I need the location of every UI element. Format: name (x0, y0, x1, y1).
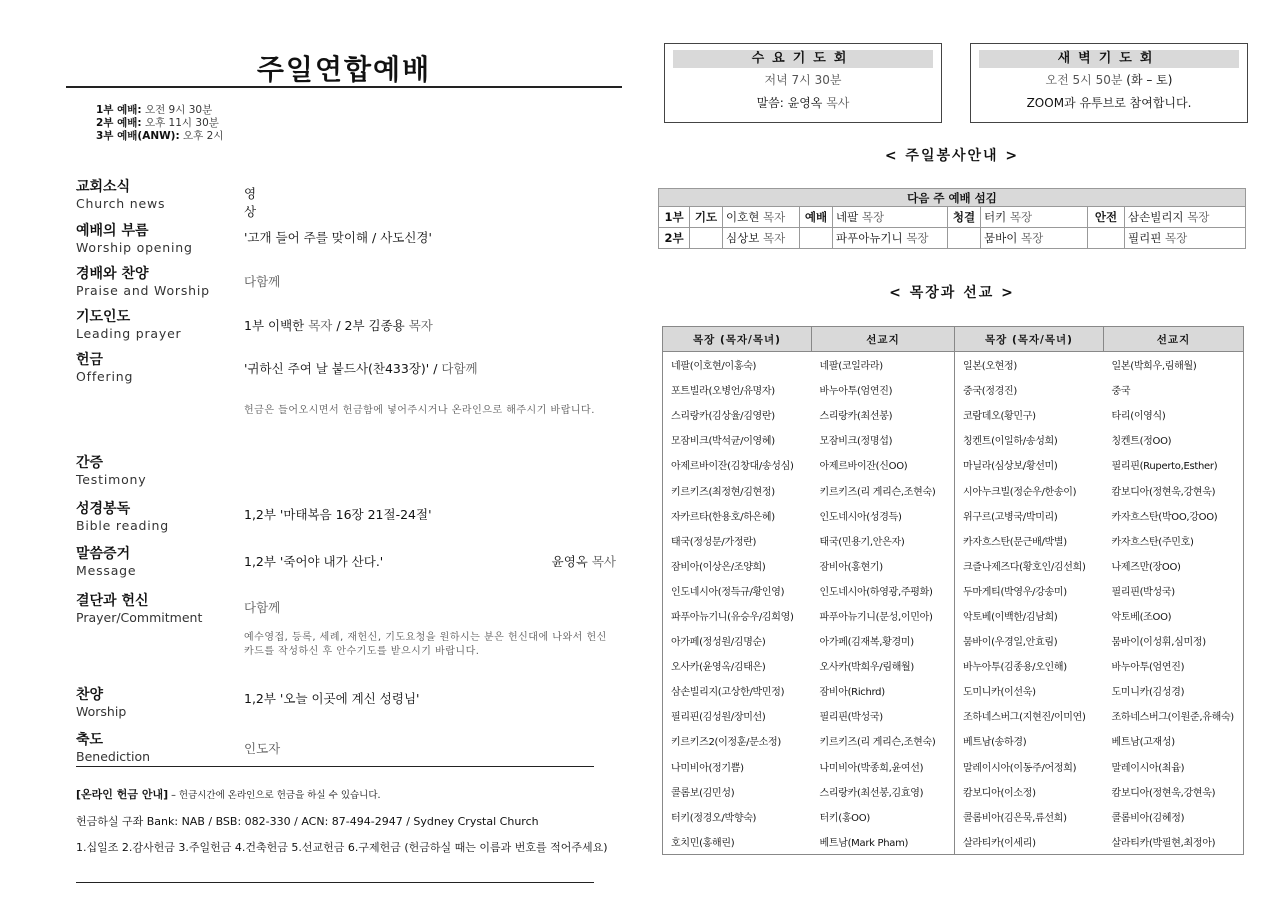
mission-field-cell: 바누아투(엄연진) (812, 377, 955, 402)
online-divider (76, 766, 594, 767)
fellowship-cell: 캄보디아(이소정) (963, 787, 1036, 799)
online-offering-account: 헌금하실 구좌 Bank: NAB / BSB: 082-330 / ACN: 87-494-2947 / Sydney Crystal Church (76, 815, 539, 828)
table-row (663, 402, 1244, 427)
fellowship-cell: 나미비아(정기쁨) (671, 762, 744, 774)
mission-field-cell: 필리핀(박성국) (812, 703, 955, 728)
dawn-prayer-note: ZOOM과 유투브로 참여합니다. (1026, 96, 1192, 110)
order-item-commitment: 결단과 헌신 Prayer/Commitment (76, 593, 203, 625)
fellowship-cell: 카자흐스탄(문근배/박별) (963, 536, 1067, 548)
mission-field-cell: 잠비아(Richrd) (812, 678, 955, 703)
table-row (663, 603, 1244, 628)
fellowship-cell: 코람데오(황민구) (963, 411, 1036, 423)
table-row (663, 829, 1244, 855)
mission-field-cell: 살라티카(박필현,최정아) (1111, 837, 1216, 849)
service-table (658, 188, 1246, 249)
fellowship-cell: 일본(오현정) (963, 361, 1018, 373)
table-row: 1부 기도 이호현 목자 예배 네팔 목장 청결 터키 목장 안전 삼손빌리지 목장 (659, 207, 1246, 228)
fellowship-cell: 스리랑카(김상율/김영란) (671, 411, 775, 423)
preacher-name: 윤영옥 목사 (551, 554, 616, 569)
mission-field-cell: 카자흐스탄(주민호) (1111, 536, 1194, 548)
mission-field-cell: 악토베(조OO) (1111, 611, 1172, 623)
mission-field-cell: 도미니카(김성경) (1111, 687, 1185, 699)
mission-field-cell: 베트남(고재성) (1111, 737, 1175, 749)
table-row (663, 628, 1244, 653)
order-item-message: 말씀증거 Message (76, 546, 137, 578)
mission-field-cell: 태국(민용기,안은자) (812, 528, 955, 553)
mission-field-cell: 터키(홍OO) (812, 804, 955, 829)
order-item-bible-reading: 성경봉독 Bible reading (76, 501, 169, 533)
missions-table-header: 목장 (목자/목녀) 선교지 목장 (목자/목녀) 선교지 (663, 327, 1244, 352)
fellowship-cell: 파푸아뉴기니(유승우/김희영) (671, 611, 794, 623)
fellowship-cell: 뭄바이(우경일,안효림) (963, 637, 1058, 649)
dawn-prayer-box (970, 43, 1248, 123)
mission-field-cell: 잠비아(홍현기) (812, 553, 955, 578)
fellowship-cell: 태국(정성문/가정란) (671, 536, 757, 548)
table-row (663, 553, 1244, 578)
mission-field-cell: 콜롬비아(김혜정) (1111, 812, 1185, 824)
wednesday-prayer-time: 저녁 7시 30분 (764, 73, 842, 87)
bottom-divider (76, 882, 594, 883)
fellowship-cell: 키르키즈2(이정훈/문소정) (671, 737, 781, 749)
order-item-church-news: 교회소식 Church news 영상 (76, 179, 257, 219)
service-times (96, 104, 223, 143)
order-item-leading-prayer: 기도인도 Leading prayer (76, 309, 182, 341)
fellowship-cell: 중국(정경진) (963, 386, 1018, 398)
fellowship-cell: 살라티카(이세리) (963, 837, 1036, 849)
mission-field-cell: 스리랑카(최선봉) (812, 402, 955, 427)
mission-field-cell: 아제르바이잔(신OO) (812, 452, 955, 477)
mission-field-cell: 인도네시아(하영광,주평화) (812, 578, 955, 603)
wednesday-prayer-title: 수요기도회 (673, 50, 933, 68)
table-row (663, 503, 1244, 528)
mission-field-cell: 필리핀(Ruperto,Esther) (1111, 461, 1218, 473)
table-row (663, 427, 1244, 452)
mission-field-cell: 조하네스버그(이원준,유해숙) (1111, 712, 1234, 724)
commitment-note: 예수영접, 등록, 세례, 재헌신, 기도요청을 원하시는 분은 헌신대에 나와서 헌신카드를 작성하신 후 안수기도를 받으시기 바랍니다. (244, 632, 607, 657)
title-divider (66, 86, 622, 88)
table-row (663, 578, 1244, 603)
dawn-prayer-time: 오전 5시 50분 (화 – 토) (1045, 73, 1173, 87)
fellowship-cell: 터키(정경오/박향숙) (671, 812, 757, 824)
mission-field-cell: 카자흐스탄(박OO,강OO) (1111, 511, 1218, 523)
mission-field-cell: 캄보디아(정현욱,강현욱) (1111, 486, 1216, 498)
mission-field-cell: 나미비아(박종희,윤여선) (812, 754, 955, 779)
fellowship-cell: 오사카(윤영옥/김태은) (671, 662, 766, 674)
mission-field-cell: 나제즈만(장OO) (1111, 561, 1181, 573)
mission-field-cell: 모잠비크(정명섭) (812, 427, 955, 452)
mission-field-cell: 중국 (1111, 386, 1131, 398)
fellowship-cell: 포트빌라(오병언/유명자) (671, 386, 775, 398)
fellowship-cell: 자카르타(한용호/하은혜) (671, 511, 775, 523)
wednesday-prayer-box (664, 43, 942, 123)
fellowship-cell: 콜롬비아(김은묵,류선희) (963, 812, 1067, 824)
missions-table (662, 326, 1244, 855)
table-row (663, 754, 1244, 779)
table-row (663, 653, 1244, 678)
mission-field-cell: 타리(이영식) (1111, 411, 1166, 423)
leading-prayer-value: 1부 이백한 목자 / 2부 김종용 목자 (244, 318, 433, 333)
fellowship-cell: 크즐나제즈다(황호인/김선희) (963, 561, 1086, 573)
fellowship-cell: 악토베(이백한/김남희) (963, 611, 1058, 623)
mission-field-cell: 파푸아뉴기니(문성,이민아) (812, 603, 955, 628)
offering-value: '귀하신 주여 날 붙드사(찬433장)' / 다함께 (244, 361, 478, 376)
table-row (663, 779, 1244, 804)
fellowship-cell: 호치민(홍해린) (671, 837, 735, 849)
fellowship-cell: 콜롬보(김민성) (671, 787, 735, 799)
mission-field-cell: 스리랑카(최선봉,김효영) (812, 779, 955, 804)
offering-note: 헌금은 들어오시면서 헌금함에 넣어주시거나 온라인으로 해주시기 바랍니다. (244, 405, 595, 416)
table-row (663, 352, 1244, 378)
order-item-praise: 경배와 찬양 Praise and Worship (76, 266, 210, 298)
mission-field-cell: 네팔(코일라라) (812, 352, 955, 378)
mission-field-cell: 인도네시아(성경득) (812, 503, 955, 528)
table-row (663, 477, 1244, 502)
mission-field-cell: 뭄바이(이성휘,심미정) (1111, 637, 1206, 649)
fellowship-cell: 인도네시아(정득규/황인영) (671, 586, 785, 598)
service-section-title: < 주일봉사안내 > (884, 148, 1020, 164)
table-row (663, 528, 1244, 553)
mission-field-cell: 키르키즈(리 게리슨,조현숙) (812, 477, 955, 502)
fellowship-cell: 네팔(이호현/이홍숙) (671, 361, 757, 373)
online-offering-title: [온라인 헌금 안내] – 헌금시간에 온라인으로 헌금을 하실 수 있습니다. (76, 788, 381, 801)
mission-field-cell: 바누아투(엄연진) (1111, 662, 1185, 674)
order-item-testimony: 간증 Testimony (76, 455, 147, 487)
order-item-worship-opening: 예배의 부름 Worship opening (76, 223, 193, 255)
order-item-offering: 헌금 Offering (76, 352, 134, 384)
fellowship-cell: 두마게티(박영우/강송미) (963, 586, 1067, 598)
fellowship-cell: 삼손빌리지(고상한/박민정) (671, 687, 785, 699)
fellowship-cell: 시아누크빌(정순우/한송이) (963, 486, 1077, 498)
order-item-worship: 찬양 Worship (76, 687, 127, 719)
mission-field-cell: 베트남(Mark Pham) (812, 829, 955, 855)
online-offering-info (76, 782, 616, 861)
fellowship-cell: 모잠비크(박석균/이영혜) (671, 436, 775, 448)
mission-field-cell: 필리핀(박성국) (1111, 586, 1175, 598)
fellowship-cell: 필리핀(김성원/장미선) (671, 712, 766, 724)
mission-field-cell: 칭켄트(정OO) (1111, 436, 1172, 448)
service-table-header: 다음 주 예배 섬김 (659, 189, 1246, 207)
missions-table-body (663, 352, 1244, 855)
order-item-benediction: 축도 Benediction (76, 732, 151, 764)
table-row (663, 728, 1244, 753)
fellowship-cell: 조하네스버그(지현진/이미연) (963, 712, 1086, 724)
service-time-3: 3부 예배(ANW): 오후 2시 (96, 130, 224, 142)
table-row: 2부 심상보 목자 파푸아뉴기니 목장 뭄바이 목장 필리핀 목장 (659, 228, 1246, 249)
fellowship-cell: 바누아투(김종용/오인해) (963, 662, 1067, 674)
fellowship-cell: 아가페(정성원/김명순) (671, 637, 766, 649)
worship-order-page: 주일연합예배 1부 예배: 오전 9시 30분 2부 예배: 오후 11시 30분 3부 예배(ANW): 오후 2시 교회소식 Church news 영상 예배의 부름 Worship opening '고개 들어 주를 맞이해 / 사도신경' 경배와 찬양 Praise and Worship 다함께 기도인도 Leading prayer 1부 이백한 목자 / 2부 김종용 목자 헌금 Offering '귀하신 주여 날 붙드사(찬433장)' / 다함께 헌금은 들어오시면서 헌금함에 넣어주시거나 온라인으로 해주시기 바랍니다. 간증 Testimony 성경봉독 Bible reading 1,2부 '마태복음 16장 21절-24절' 말씀증거 Message 1,2부 '죽어야 내가 산다.' 윤영옥 목사 결단과 헌신 Prayer/Commitment 다함께 예수영접, 등록, 세례, 재헌신, 기도요청을 원하시는 분은 헌신대에 나와서 헌신카드를 작성하신 후 안수기도를 받으시기 바랍니다. 찬양 Worship 1,2부 '오늘 이곳에 계신 성령님' 축도 Benediction 인도자 [온라인 헌금 안내] – 헌금시간에 온라인으로 헌금을 하실 수 있습니다. 헌금하실 구좌 Bank: NAB / BSB: 082-330 / ACN: 87-494-2947 / Sydney Crystal Church 1.십일조 2.감사헌금 3.주일헌금 4.건축헌금 5.선교헌금 6.구제헌금 (헌금하실 때는 이름과 번호를 적어주세요) (66, 30, 622, 88)
service-time-2: 2부 예배: 오후 11시 30분 (96, 117, 219, 129)
wednesday-prayer-speaker: 말씀: 윤영옥 목사 (756, 96, 850, 110)
fellowship-cell: 칭켄트(이일하/송성희) (963, 436, 1058, 448)
fellowship-cell: 마닐라(심상보/황선미) (963, 461, 1058, 473)
table-row (663, 804, 1244, 829)
fellowship-cell: 말레이시아(이동주/어정희) (963, 762, 1077, 774)
table-row (663, 377, 1244, 402)
mission-field-cell: 키르키즈(리 게리슨,조현숙) (812, 728, 955, 753)
fellowship-cell: 아제르바이잔(김창대/송성심) (671, 461, 794, 473)
mission-field-cell: 말레이시아(최윰) (1111, 762, 1185, 774)
fellowship-cell: 베트남(송하경) (963, 737, 1027, 749)
fellowship-cell: 위구르(고병국/박미리) (963, 511, 1058, 523)
table-row (663, 703, 1244, 728)
fellowship-cell: 잠비아(이상은/조양희) (671, 561, 766, 573)
fellowship-cell: 도미니카(이선욱) (963, 687, 1036, 699)
online-offering-types: 1.십일조 2.감사헌금 3.주일헌금 4.건축헌금 5.선교헌금 6.구제헌금 (헌금하실 때는 이름과 번호를 적어주세요) (76, 841, 608, 854)
table-row (663, 452, 1244, 477)
mission-field-cell: 아가페(김재복,황경미) (812, 628, 955, 653)
missions-section-title: < 목장과 선교 > (889, 285, 1015, 301)
mission-field-cell: 오사카(박희우/림해월) (812, 653, 955, 678)
dawn-prayer-title: 새벽기도회 (979, 50, 1239, 68)
service-time-1: 1부 예배: 오전 9시 30분 (96, 104, 213, 116)
mission-field-cell: 캄보디아(정현욱,강현욱) (1111, 787, 1216, 799)
table-row (663, 678, 1244, 703)
mission-field-cell: 일본(박희우,림해월) (1111, 361, 1197, 373)
fellowship-cell: 키르키즈(최정현/김현정) (671, 486, 775, 498)
page-title: 주일연합예배 (256, 53, 432, 86)
